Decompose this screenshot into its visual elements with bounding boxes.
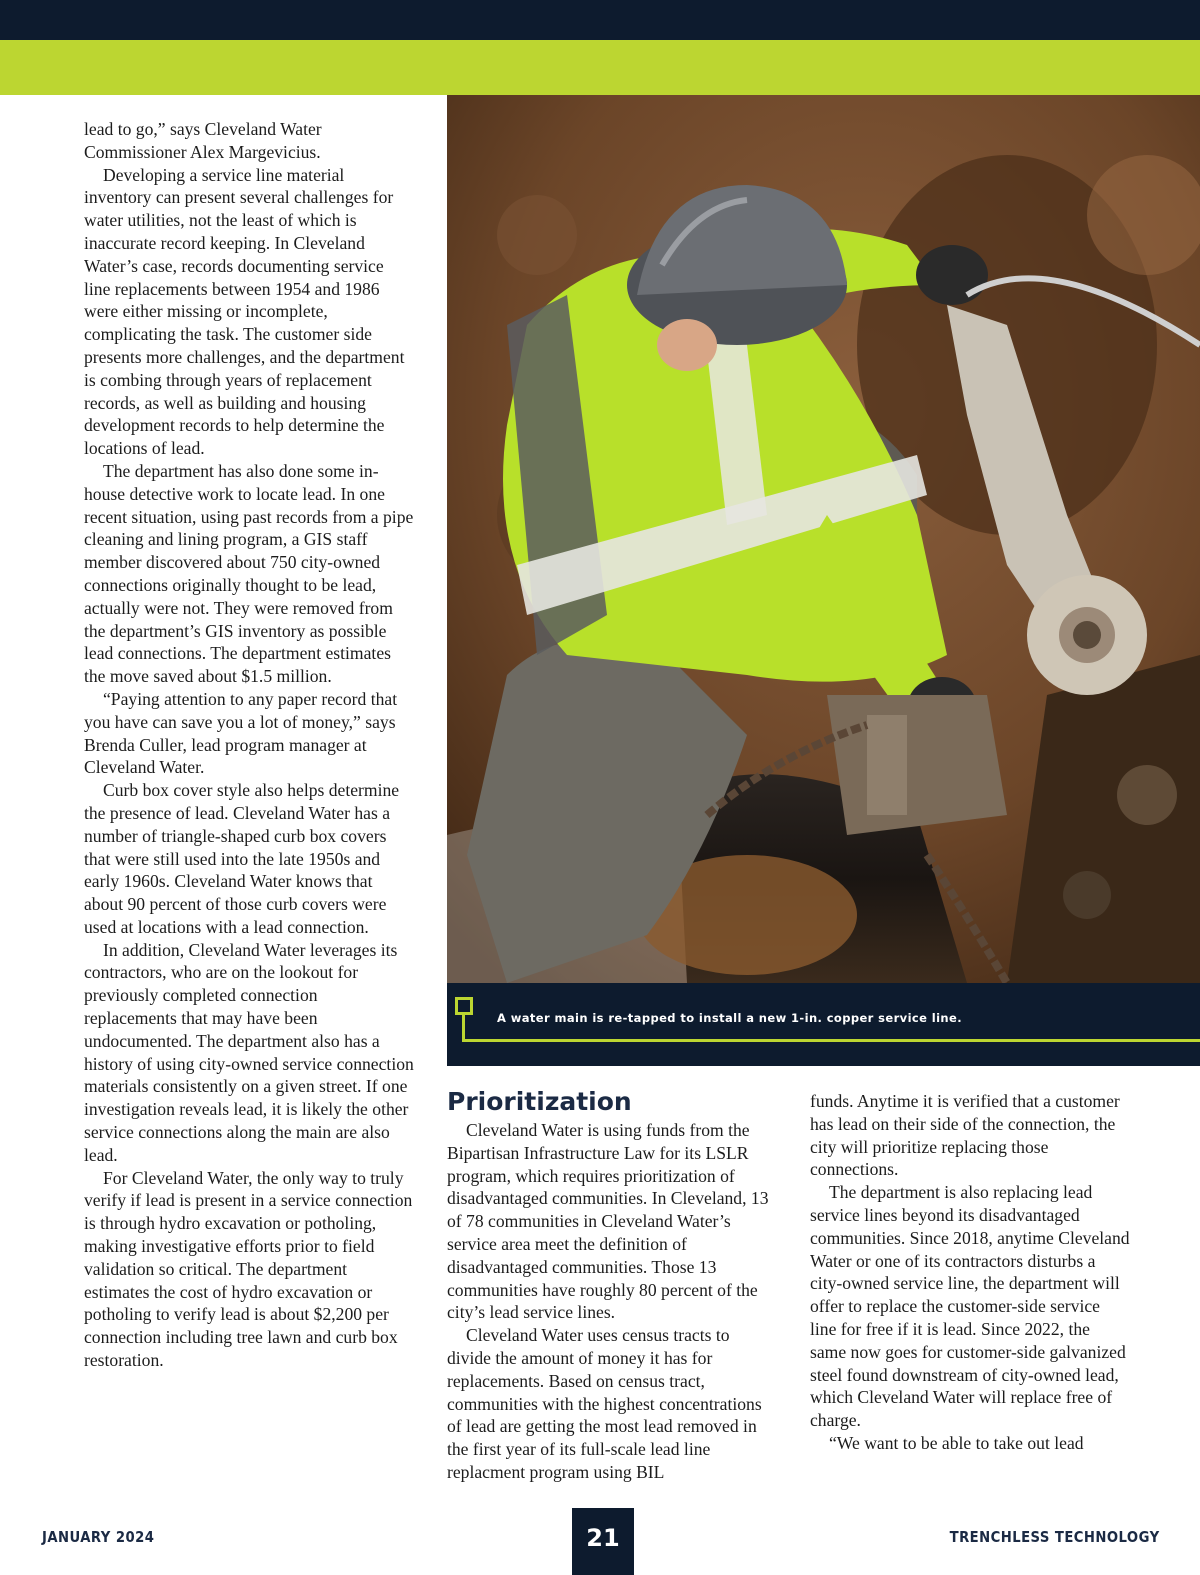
caption-marker-stem xyxy=(462,1015,465,1041)
paragraph: funds. Anytime it is verified that a customer has lead on their side of the connection, the city will prioritize replacing those connections. xyxy=(810,1091,1120,1180)
footer-issue-date: JANUARY 2024 xyxy=(42,1528,155,1546)
header-accent-band xyxy=(0,40,1200,95)
photo-caption-bar xyxy=(447,983,1200,1066)
paragraph: “Paying attention to any paper record that you have can save you a lot of money,” says Brenda Culler, lead program manager at Cleveland Water. xyxy=(84,688,398,778)
footer-publication-name: TRENCHLESS TECHNOLOGY xyxy=(950,1528,1160,1546)
article-column-left xyxy=(84,118,414,1372)
paragraph: Cleveland Water uses census tracts to divide the amount of money it has for replacements. Based on census tract, communities with the highest concentrations of lead are getting the most lead removed in the first year of its full-scale lead line replacment program using BIL xyxy=(447,1325,762,1482)
paragraph: Curb box cover style also helps determine the presence of lead. Cleveland Water has a number of triangle-shaped curb box covers that were still used into the late 1950s and early 1960s. Cleveland Water knows that about 90 percent of those curb covers were used at locations with a lead connection. xyxy=(84,780,400,937)
header-navy-band xyxy=(0,0,1200,40)
paragraph: The department has also done some in-house detective work to locate lead. In one recent situation, using past records from a pipe cleaning and lining program, a GIS staff member discovered about 750 city-owned connections originally thought to be lead, actually were not. They were removed from the department’s GIS inventory as possible lead connections. The department estimates the move saved about $1.5 million. xyxy=(84,460,414,687)
photo-caption: A water main is re-tapped to install a new 1-in. copper service line. xyxy=(497,1011,962,1025)
section-heading: Prioritization xyxy=(447,1087,632,1116)
article-column-middle xyxy=(447,1087,777,1484)
article-column-right xyxy=(810,1090,1130,1455)
paragraph: lead to go,” says Cleveland Water Commissioner Alex Margevicius. xyxy=(84,119,322,162)
paragraph: Developing a service line material inventory can present several challenges for water utilities, not the least of which is inaccurate record keeping. In Cleveland Water’s case, records documenting service line replacements between 1954 and 1986 were either missing or incomplete, complicating the task. The customer side presents more challenges, and the department is combing through years of replacement records, as well as building and housing development records to help determine the locations of lead. xyxy=(84,164,405,459)
paragraph: Cleveland Water is using funds from the Bipartisan Infrastructure Law for its LSLR program, which requires prioritization of disadvantaged communities. In Cleveland, 13 of 78 communities in Cleveland Water’s service area meet the definition of disadvantaged communities. Those 13 communities have roughly 80 percent of the city’s lead service lines. xyxy=(447,1120,769,1323)
page-number: 21 xyxy=(572,1508,634,1575)
caption-marker-icon xyxy=(455,997,473,1015)
paragraph: “We want to be able to take out lead xyxy=(829,1432,1084,1453)
paragraph: The department is also replacing lead service lines beyond its disadvantaged communities. Since 2018, anytime Cleveland Water or one of its contractors disturbs a city-owned service line, the department will offer to replace the customer-side service line for free if it is lead. Since 2022, the same now goes for customer-side galvanized steel found downstream of city-owned lead, which Cleveland Water will replace free of charge. xyxy=(810,1182,1130,1431)
caption-rule xyxy=(462,1039,1200,1042)
article-photo-worker-in-trench xyxy=(447,95,1200,983)
paragraph: In addition, Cleveland Water leverages its contractors, who are on the lookout for previously completed connection replacements that may have been undocumented. The department also has a history of using city-owned service connection materials consistently on a given street. If one investigation reveals lead, it is likely the other service connections along the main are also lead. xyxy=(84,939,414,1165)
paragraph: For Cleveland Water, the only way to truly verify if lead is present in a service connection is through hydro excavation or potholing, making investigative efforts prior to field validation so critical. The department estimates the cost of hydro excavation or potholing to verify lead is about $2,200 per connection including tree lawn and curb box restoration. xyxy=(84,1167,413,1371)
